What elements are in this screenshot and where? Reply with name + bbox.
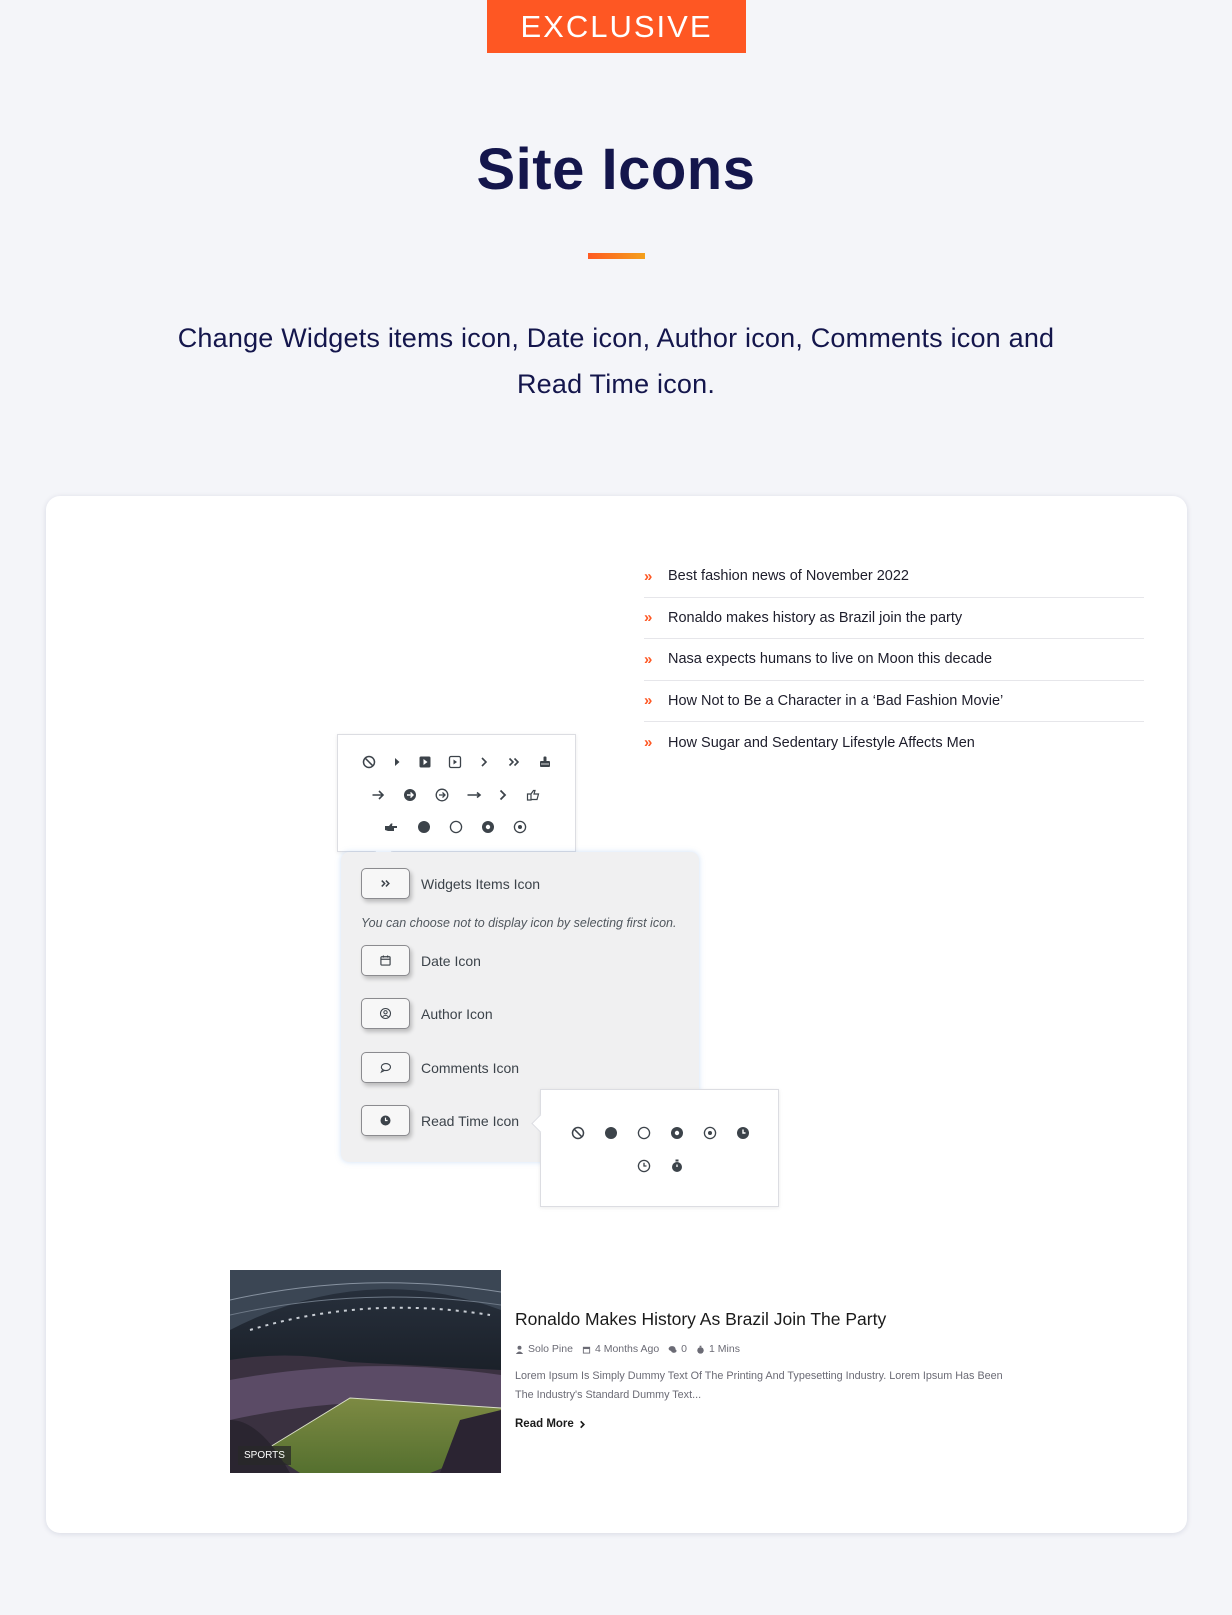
- page-title: Site Icons: [476, 137, 756, 202]
- post-title[interactable]: Ronaldo Makes History As Brazil Join The Party: [515, 1309, 887, 1329]
- hand-point-right-filled-icon[interactable]: [382, 818, 400, 836]
- long-arrow-right-icon[interactable]: [465, 786, 483, 804]
- dot-circle-outline-icon[interactable]: [701, 1124, 719, 1142]
- setting-widgets-items-icon: [361, 868, 540, 899]
- angle-right-icon[interactable]: [494, 786, 512, 804]
- help-text: You can choose not to display icon by selecting first icon.: [361, 916, 677, 930]
- author-icon-button[interactable]: [361, 998, 410, 1029]
- caret-right-icon[interactable]: [388, 753, 406, 771]
- list-item[interactable]: [644, 556, 1144, 598]
- setting-label: Date Icon: [421, 952, 481, 969]
- list-item[interactable]: [644, 722, 1144, 764]
- list-item[interactable]: [644, 639, 1144, 681]
- setting-label: Author Icon: [421, 1005, 493, 1022]
- double-chevron-right-icon: »: [644, 692, 653, 710]
- list-item-title[interactable]: How Sugar and Sedentary Lifestyle Affects Men: [668, 734, 975, 751]
- play-square-filled-icon[interactable]: [416, 753, 434, 771]
- post-date-text: 4 Months Ago: [594, 1343, 660, 1355]
- page-subtitle: Change Widgets items icon, Date icon, Author icon, Comments icon and Read Time icon.: [177, 323, 1055, 399]
- post-comment-count[interactable]: 0: [681, 1343, 688, 1355]
- list-item-title[interactable]: Ronaldo makes history as Brazil join the party: [668, 609, 963, 626]
- title-divider: [588, 253, 645, 259]
- setting-label: Comments Icon: [421, 1059, 520, 1076]
- setting-comments-icon: [361, 1052, 519, 1083]
- circle-outline-icon[interactable]: [447, 818, 465, 836]
- comments-icon-button[interactable]: [361, 1052, 410, 1083]
- comments-icon: [668, 1345, 677, 1354]
- stopwatch-icon: [696, 1345, 705, 1354]
- arrow-circle-filled-icon[interactable]: [401, 786, 419, 804]
- clock-filled-icon[interactable]: [734, 1124, 752, 1142]
- dot-circle-outline-icon[interactable]: [511, 818, 529, 836]
- user-icon: [515, 1345, 524, 1354]
- chevron-right-icon: [578, 1420, 587, 1429]
- setting-date-icon: [361, 945, 481, 976]
- user-circle-icon: [378, 1006, 393, 1021]
- play-square-outline-icon[interactable]: [446, 753, 464, 771]
- double-chevron-right-icon[interactable]: [505, 753, 523, 771]
- post-category-badge[interactable]: SPORTS: [238, 1446, 291, 1465]
- widget-post-list: [644, 556, 1144, 764]
- clock-filled-icon: [378, 1113, 393, 1128]
- no-icon[interactable]: [569, 1124, 587, 1142]
- chevron-right-icon[interactable]: [475, 753, 493, 771]
- read-time-icon-picker: [540, 1089, 779, 1207]
- post-author[interactable]: [515, 1343, 573, 1355]
- date-icon-button[interactable]: [361, 945, 410, 976]
- post-excerpt: Lorem Ipsum Is Simply Dummy Text Of The Printing And Typesetting Industry. Lorem Ipsum Has Been The Industry's Standard Dummy Text...: [515, 1370, 1003, 1401]
- arrow-circle-outline-icon[interactable]: [433, 786, 451, 804]
- setting-label: Widgets Items Icon: [421, 875, 541, 892]
- widgets-items-icon-button[interactable]: [361, 868, 410, 899]
- circle-outline-icon[interactable]: [635, 1124, 653, 1142]
- list-item[interactable]: [644, 681, 1144, 723]
- setting-author-icon: [361, 998, 493, 1029]
- double-chevron-right-icon: [378, 876, 393, 891]
- exclusive-badge: EXCLUSIVE: [487, 0, 746, 53]
- post-comments[interactable]: [668, 1343, 687, 1355]
- post-thumbnail[interactable]: [230, 1270, 501, 1473]
- dot-circle-filled-icon[interactable]: [479, 818, 497, 836]
- stadium-image: [230, 1270, 501, 1473]
- double-chevron-right-icon: »: [644, 609, 653, 627]
- post-read-time: [696, 1343, 740, 1355]
- list-item-title[interactable]: Best fashion news of November 2022: [668, 568, 909, 585]
- post-date: [582, 1343, 659, 1355]
- comment-icon: [378, 1060, 393, 1075]
- post-meta: [515, 1343, 749, 1355]
- clock-outline-icon[interactable]: [635, 1157, 653, 1175]
- post-author-name[interactable]: Solo Pine: [528, 1343, 573, 1355]
- list-item-title[interactable]: How Not to Be a Character in a ‘Bad Fashion Movie’: [668, 692, 1004, 709]
- double-chevron-right-icon: »: [644, 734, 653, 752]
- read-time-icon-button[interactable]: [361, 1105, 410, 1136]
- list-item[interactable]: [644, 598, 1144, 640]
- arrow-right-icon[interactable]: [369, 786, 387, 804]
- widget-icon-picker: [337, 734, 576, 852]
- read-more-link[interactable]: [515, 1418, 587, 1430]
- dot-circle-filled-icon[interactable]: [668, 1124, 686, 1142]
- setting-read-time-icon: [361, 1105, 519, 1136]
- dot-filled-icon[interactable]: [602, 1124, 620, 1142]
- calendar-icon: [582, 1345, 591, 1354]
- thumb-right-outline-icon[interactable]: [524, 786, 542, 804]
- double-chevron-right-icon: »: [644, 650, 653, 668]
- read-more-label[interactable]: Read More: [515, 1418, 574, 1430]
- calendar-icon: [378, 953, 393, 968]
- post-read-time-text: 1 Mins: [709, 1343, 740, 1355]
- stopwatch-icon[interactable]: [668, 1157, 686, 1175]
- no-icon[interactable]: [360, 753, 378, 771]
- list-item-title[interactable]: Nasa expects humans to live on Moon this decade: [668, 651, 993, 668]
- double-chevron-right-icon: »: [644, 567, 653, 585]
- dot-filled-icon[interactable]: [415, 818, 433, 836]
- setting-label: Read Time Icon: [421, 1112, 520, 1129]
- hand-point-icon[interactable]: [536, 753, 554, 771]
